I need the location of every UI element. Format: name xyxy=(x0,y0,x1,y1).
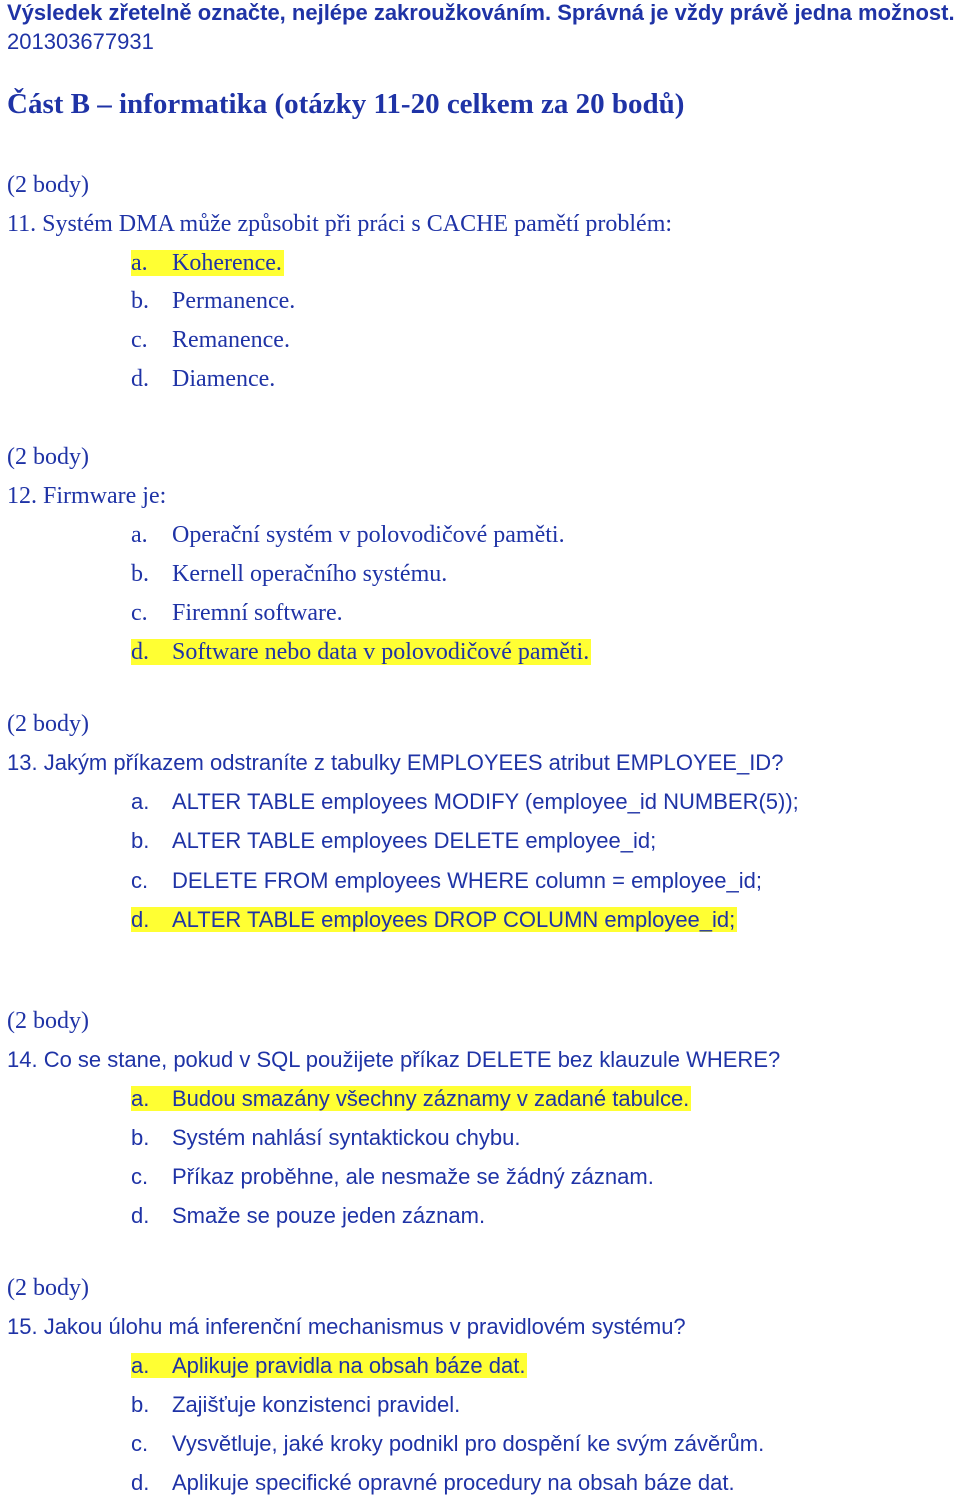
option-item[interactable] xyxy=(131,598,343,628)
option-letter: c. xyxy=(131,327,148,353)
option-letter: b. xyxy=(131,561,149,587)
instruction-text: Výsledek zřetelně označte, nejlépe zakroužkováním. Správná je vždy právě jedna možnost. xyxy=(7,0,955,25)
option-item[interactable] xyxy=(131,1123,521,1153)
option-item[interactable] xyxy=(131,905,737,935)
question-text: 12. Firmware je: xyxy=(7,483,167,509)
option-letter: a. xyxy=(131,250,148,276)
option-letter: b. xyxy=(131,1125,150,1150)
question-text: 15. Jakou úlohu má inferenční mechanismus v pravidlovém systému? xyxy=(7,1314,686,1339)
question-points: (2 body) xyxy=(7,1275,89,1301)
option-item[interactable] xyxy=(131,248,284,278)
option-letter: a. xyxy=(131,789,150,814)
question-points: (2 body) xyxy=(7,1008,89,1034)
option-item[interactable] xyxy=(131,1162,654,1192)
option-letter: c. xyxy=(131,1164,149,1189)
option-letter: a. xyxy=(131,1353,150,1378)
option-item[interactable] xyxy=(131,1084,691,1114)
option-text: ALTER TABLE employees DELETE employee_id; xyxy=(172,828,657,853)
option-item[interactable] xyxy=(131,364,275,394)
option-item[interactable] xyxy=(131,559,447,589)
option-text: Zajišťuje konzistenci pravidel. xyxy=(172,1392,461,1417)
option-letter: d. xyxy=(131,907,150,932)
question-text: 11. Systém DMA může způsobit při práci s CACHE pamětí problém: xyxy=(7,211,673,237)
option-letter: b. xyxy=(131,828,150,853)
option-text: Aplikuje pravidla na obsah báze dat. xyxy=(172,1353,526,1378)
question-points: (2 body) xyxy=(7,711,89,737)
question-text: 13. Jakým příkazem odstraníte z tabulky EMPLOYEES atribut EMPLOYEE_ID? xyxy=(7,750,784,775)
option-letter: b. xyxy=(131,288,149,314)
option-text: Systém nahlásí syntaktickou chybu. xyxy=(172,1125,521,1150)
option-letter: c. xyxy=(131,600,148,626)
option-text: Diamence. xyxy=(172,366,276,392)
option-text: ALTER TABLE employees DROP COLUMN employee_id; xyxy=(172,907,736,932)
section-title: Část B – informatika (otázky 11-20 celkem za 20 bodů) xyxy=(7,88,685,120)
option-letter: b. xyxy=(131,1392,150,1417)
option-text: Příkaz proběhne, ale nesmaže se žádný záznam. xyxy=(172,1164,654,1189)
option-text: Firemní software. xyxy=(172,600,343,626)
option-letter: d. xyxy=(131,1470,150,1495)
option-text: Koherence. xyxy=(172,250,282,276)
option-item[interactable] xyxy=(131,325,290,355)
option-letter: d. xyxy=(131,1203,150,1228)
option-letter: d. xyxy=(131,366,149,392)
option-text: Operační systém v polovodičové paměti. xyxy=(172,522,565,548)
option-item[interactable] xyxy=(131,1390,460,1420)
option-text: Remanence. xyxy=(172,327,290,353)
question-points: (2 body) xyxy=(7,444,89,470)
option-letter: c. xyxy=(131,1431,149,1456)
option-letter: a. xyxy=(131,522,148,548)
exam-id: 201303677931 xyxy=(7,29,154,54)
option-text: Smaže se pouze jeden záznam. xyxy=(172,1203,486,1228)
option-item[interactable] xyxy=(131,1468,735,1498)
option-item[interactable] xyxy=(131,826,656,856)
option-text: DELETE FROM employees WHERE column = employee_id; xyxy=(172,868,762,893)
option-item[interactable] xyxy=(131,1351,527,1381)
option-letter: c. xyxy=(131,868,149,893)
option-text: Vysvětluje, jaké kroky podnikl pro dospění ke svým závěrům. xyxy=(172,1431,765,1456)
option-item[interactable] xyxy=(131,520,565,550)
option-letter: a. xyxy=(131,1086,150,1111)
option-text: ALTER TABLE employees MODIFY (employee_id NUMBER(5)); xyxy=(172,789,799,814)
option-letter: d. xyxy=(131,639,149,665)
option-item[interactable] xyxy=(131,866,762,896)
option-item[interactable] xyxy=(131,787,799,817)
question-text: 14. Co se stane, pokud v SQL použijete příkaz DELETE bez klauzule WHERE? xyxy=(7,1047,781,1072)
option-item[interactable] xyxy=(131,1429,764,1459)
option-text: Aplikuje specifické opravné procedury na obsah báze dat. xyxy=(172,1470,735,1495)
option-text: Kernell operačního systému. xyxy=(172,561,448,587)
option-item[interactable] xyxy=(131,1201,485,1231)
option-text: Permanence. xyxy=(172,288,296,314)
option-item[interactable] xyxy=(131,637,591,667)
option-text: Software nebo data v polovodičové paměti. xyxy=(172,639,590,665)
option-text: Budou smazány všechny záznamy v zadané tabulce. xyxy=(172,1086,690,1111)
option-item[interactable] xyxy=(131,286,295,316)
question-points: (2 body) xyxy=(7,172,89,198)
